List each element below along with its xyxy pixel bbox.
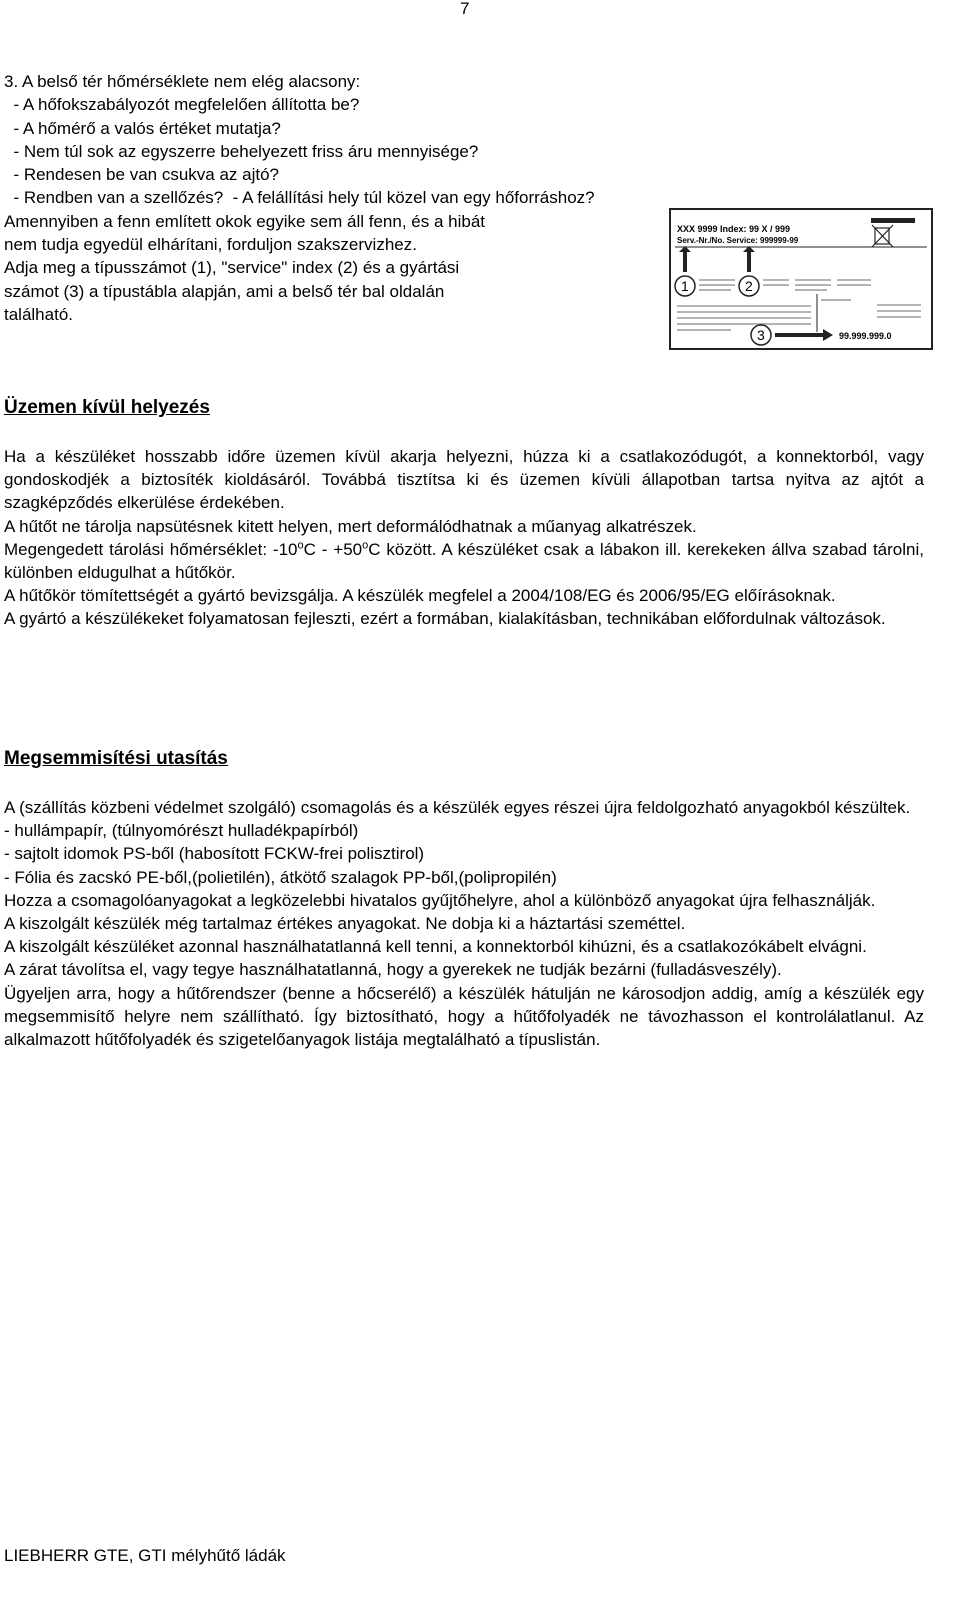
text-run: C - +50: [303, 539, 363, 559]
paragraph: A gyártó a készülékeket folyamatosan fejleszti, ezért a formában, kialakításban, technikában előfordulnak változások.: [4, 609, 886, 629]
paragraph: A hűtőkör tömítettségét a gyártó bevizsgálja. A készülék megfelel a 2004/108/EG és 2006/95/EG előírásoknak.: [4, 586, 836, 606]
paragraph: - Fólia és zacskó PE-ből,(polietilén), átkötő szalagok PP-ből,(polipropilén): [4, 867, 557, 887]
text-run: Megengedett tárolási hőmérséklet: -10: [4, 539, 298, 559]
rating-plate-service-row: Serv.-Nr./No. Service: 999999-99: [677, 236, 799, 245]
troubleshooting-line: - Rendben van a szellőzés? - A felállítási hely túl közel van egy hőforráshoz?: [4, 188, 595, 208]
troubleshooting-line: nem tudja egyedül elhárítani, forduljon szakszervizhez.: [4, 235, 417, 255]
troubleshooting-line: - Nem túl sok az egyszerre behelyezett friss áru mennyisége?: [4, 141, 479, 161]
troubleshooting-line: található.: [4, 304, 73, 324]
page-number: 7: [460, 0, 470, 18]
paragraph: Ha a készüléket hosszabb időre üzemen kívül akarja helyezni, húzza ki a csatlakozódugót, a konnektorból, vagy gondoskodjék a biztosíték kioldásáról. Továbbá tisztítsa ki és üzemen kívüli állapotban tartsa nyitva az ajtót a szagképződés elkerülése érdekében.: [4, 447, 924, 513]
section-heading-disposal: Megsemmisítési utasítás: [4, 748, 228, 769]
section-heading-decommission: Üzemen kívül helyezés: [4, 397, 210, 418]
troubleshooting-line: Amennyiben a fenn említett okok egyike sem áll fenn, és a hibát: [4, 211, 485, 231]
marker-1: 1: [681, 278, 689, 294]
paragraph: A kiszolgált készülék még tartalmaz értékes anyagokat. Ne dobja ki a háztartási szeméttel.: [4, 914, 686, 934]
serial-number: 99.999.999.0: [839, 331, 892, 341]
paragraph: A (szállítás közbeni védelmet szolgáló) csomagolás és a készülék egyes részei újra feldolgozható anyagokból készültek.: [4, 798, 911, 817]
decommission-body: [4, 445, 924, 631]
paragraph: Hozza a csomagolóanyagokat a legközelebbi hivatalos gyűjtőhelyre, ahol a különböző anyagokat újra felhasználják.: [4, 890, 876, 910]
paragraph: - sajtolt idomok PS-ből (habosított FCKW-frei polisztirol): [4, 844, 425, 864]
disposal-body: [4, 796, 924, 1051]
troubleshooting-list: [4, 70, 684, 326]
troubleshooting-line: Adja meg a típusszámot (1), "service" index (2) és a gyártási: [4, 258, 460, 278]
troubleshooting-line: - Rendesen be van csukva az ajtó?: [4, 165, 279, 185]
rating-plate-illustration: [669, 208, 933, 350]
page-footer: LIEBHERR GTE, GTI mélyhűtő ládák: [4, 1546, 286, 1565]
marker-3: 3: [757, 327, 765, 343]
marker-2: 2: [745, 278, 753, 294]
troubleshooting-line: - A hőfokszabályozót megfelelően állította be?: [4, 95, 360, 115]
troubleshooting-line: számot (3) a típustábla alapján, ami a belső tér bal oldalán: [4, 281, 445, 301]
degree-superscript: o: [362, 539, 369, 552]
paragraph: [4, 538, 924, 584]
rating-plate-model-row: XXX 9999 Index: 99 X / 999: [677, 224, 791, 234]
text-run: C között. A készüléket csak a lábakon ill. kerekeken állva szabad tárolni, különben eldugulhat a hűtőkör.: [4, 539, 924, 583]
paragraph: A hűtőt ne tárolja napsütésnek kitett helyen, mert deformálódhatnak a műanyag alkatrészek.: [4, 516, 697, 536]
paragraph: A kiszolgált készüléket azonnal használhatatlanná kell tenni, a konnektorból kihúzni, és a csatlakozókábelt elvágni.: [4, 937, 867, 957]
troubleshooting-line: 3. A belső tér hőmérséklete nem elég alacsony:: [4, 72, 361, 91]
troubleshooting-line: - A hőmérő a valós értéket mutatja?: [4, 118, 281, 138]
paragraph: Ügyeljen arra, hogy a hűtőrendszer (benne a hőcserélő) a készülék hátulján ne károsodjon addig, amíg a készülék egy megsemmisítő helyre nem szállítható. Így biztosítható, hogy a hűtőfolyadék ne távozhasson el kontrolálatlanul. Az alkalmazott hűtőfolyadék és szigetelőanyagok listája megtalálható a típuslistán.: [4, 983, 924, 1050]
paragraph: A zárat távolítsa el, vagy tegye használhatatlanná, hogy a gyerekek ne tudják bezárni (fulladásveszély).: [4, 960, 782, 980]
paragraph: - hullámpapír, (túlnyomórészt hulladékpapírból): [4, 821, 359, 841]
degree-superscript: o: [297, 539, 304, 552]
